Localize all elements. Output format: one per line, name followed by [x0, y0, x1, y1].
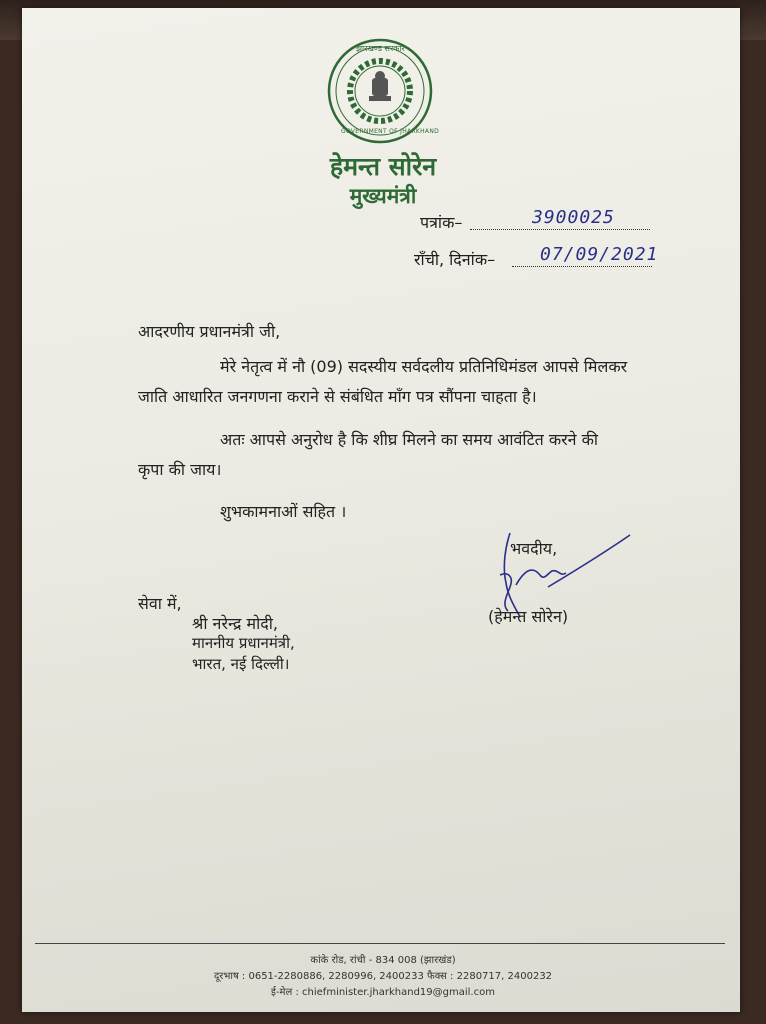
sender-name: हेमन्त सोरेन [329, 152, 437, 181]
paragraph-2-line-2: कृपा की जाय। [138, 460, 222, 479]
footer-phones: दूरभाष : 0651-2280886, 2280996, 2400233 फैक्स : 2280717, 2400232 [213, 971, 553, 982]
seal-bottom-text: GOVERNMENT OF JHARKHAND [341, 128, 440, 135]
date-label: राँची, दिनांक– [414, 250, 496, 269]
recipient-name: श्री नरेन्द्र मोदी, [192, 614, 278, 633]
signatory-name: (हेमन्त सोरेन) [488, 607, 569, 626]
recipient-title: माननीय प्रधानमंत्री, [192, 634, 295, 652]
closing-line: शुभकामनाओं सहित । [220, 502, 347, 521]
reference-dotted-line [470, 229, 650, 230]
footer-email: ई-मेल : chiefminister.jharkhand19@gmail.com [271, 987, 495, 998]
date-value: 07/09/2021 [540, 244, 659, 265]
footer-divider [35, 943, 725, 944]
recipient-address: भारत, नई दिल्ली। [192, 655, 290, 673]
seal-top-text: झारखण्ड सरकार [356, 44, 405, 53]
sender-designation: मुख्यमंत्री [349, 184, 417, 208]
paragraph-2-line-1: अतः आपसे अनुरोध है कि शीघ्र मिलने का समय आवंटित करने की [220, 430, 599, 449]
recipient-label: सेवा में, [138, 594, 182, 613]
paragraph-1-line-1: मेरे नेतृत्व में नौ (09) सदस्यीय सर्वदलीय प्रतिनिधिमंडल आपसे मिलकर [220, 357, 628, 376]
salutation: आदरणीय प्रधानमंत्री जी, [138, 322, 281, 341]
reference-label: पत्रांक– [420, 213, 463, 232]
yours-faithfully: भवदीय, [510, 539, 558, 558]
paragraph-1-line-2: जाति आधारित जनगणना कराने से संबंधित माँग पत्र सौंपना चाहता है। [138, 387, 537, 406]
date-dotted-line [512, 266, 652, 267]
footer-address: कांके रोड, रांची - 834 008 (झारखंड) [310, 955, 456, 966]
reference-number: 3900025 [532, 207, 615, 228]
